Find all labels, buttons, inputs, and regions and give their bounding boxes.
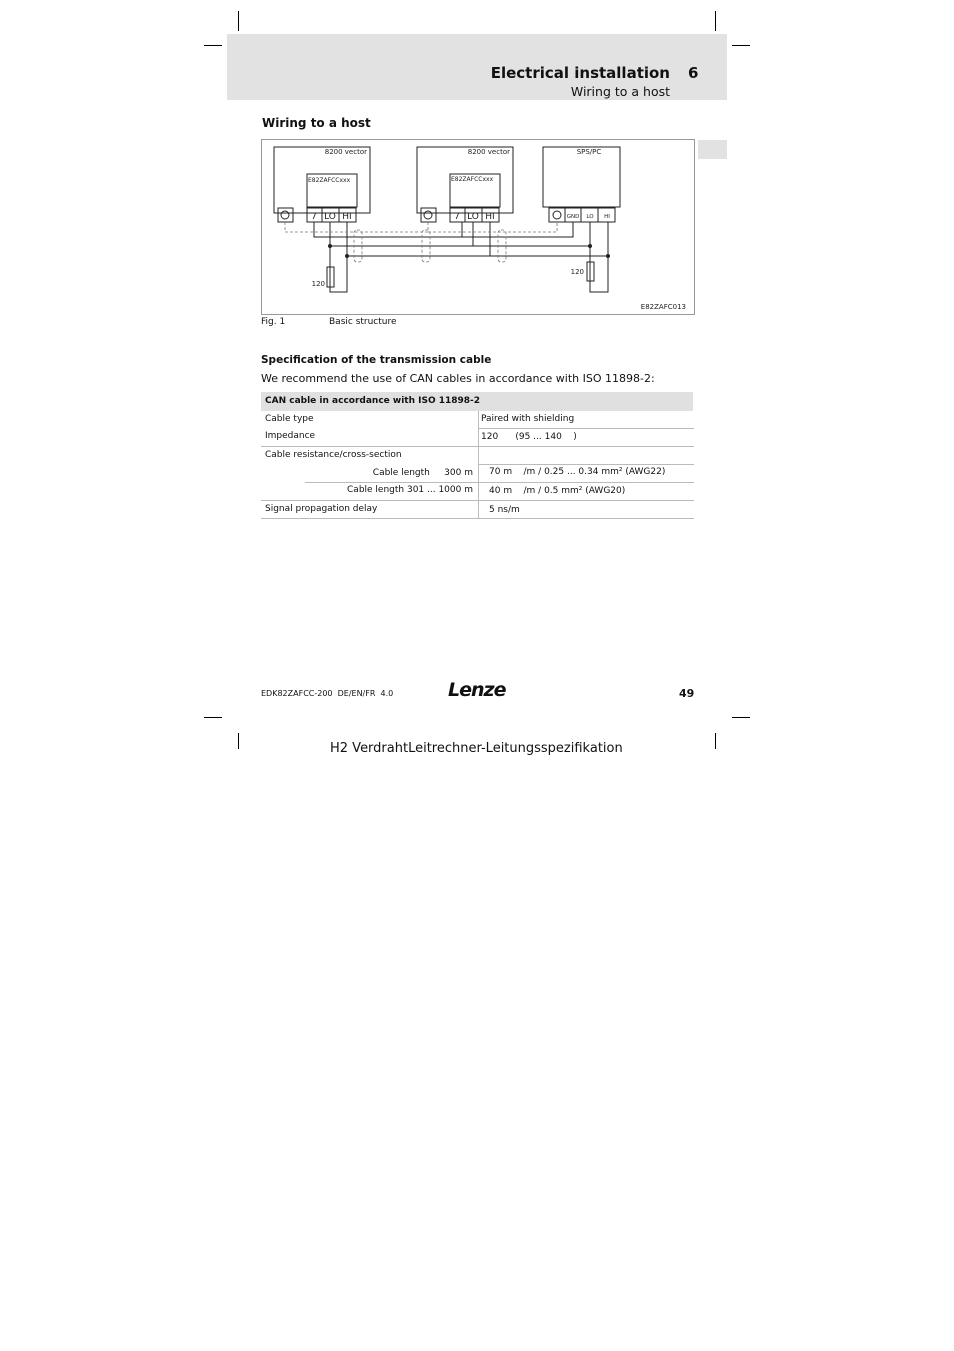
terminal-pe (549, 208, 565, 222)
resistor-left-label: 120 (311, 280, 325, 288)
crop-mark (238, 11, 239, 31)
wiring-diagram-svg (262, 140, 694, 314)
host-label: SPS/PC (576, 148, 602, 156)
device1-label: 8200 vector (324, 148, 367, 156)
host-box (543, 147, 620, 207)
terminal-pe (278, 208, 293, 222)
table-row-value: 40 m /m / 0.5 mm² (AWG20) (489, 486, 626, 496)
page-subtitle: Wiring to a host (570, 84, 670, 99)
table-row-label: Impedance (265, 431, 316, 441)
page-number: 49 (679, 687, 695, 700)
figure-caption-text: Basic structure (329, 317, 397, 327)
table-row-label: Cable length 301 ... 1000 m (347, 485, 473, 495)
chapter-number: 6 (688, 64, 699, 82)
spec-intro: We recommend the use of CAN cables in accordance with ISO 11898-2: (261, 372, 655, 385)
host-terminal-hi: HI (604, 214, 610, 220)
bottom-caption: H2 VerdrahtLeitrechner-Leitungsspezifikation (330, 741, 623, 756)
table-header (261, 392, 693, 411)
spec-title: Specification of the transmission cable (261, 354, 492, 366)
host-terminal-lo: LO (586, 214, 594, 220)
crop-mark (732, 717, 750, 718)
terminal-lo: LO (324, 212, 336, 222)
brand-logo: Lenze (448, 679, 506, 701)
table-row-value: 70 m /m / 0.25 ... 0.34 mm² (AWG22) (489, 467, 666, 477)
crop-mark (204, 45, 222, 46)
device2-label: 8200 vector (467, 148, 510, 156)
page-title: Electrical installation (490, 64, 670, 82)
footer-doc-id: EDK82ZAFCC-200 DE/EN/FR 4.0 (261, 689, 394, 698)
host-terminal-gnd: GND (566, 214, 580, 220)
terminal-lo: LO (467, 212, 479, 222)
table-row-label: Cable length 300 m (372, 468, 473, 478)
figure-code: E82ZAFC013 (640, 303, 686, 311)
terminal-pe (421, 208, 436, 222)
table-row-value: Paired with shielding (481, 414, 575, 424)
figure-caption-number: Fig. 1 (261, 317, 286, 327)
crop-mark (715, 733, 716, 749)
device1-module: E82ZAFCCxxx (308, 177, 351, 184)
table-row-value: 5 ns/m (489, 505, 520, 515)
table-row-label: Cable type (265, 414, 314, 424)
terminal-7: 7 (311, 212, 317, 222)
crop-mark (715, 11, 716, 31)
terminal-hi: HI (485, 212, 495, 222)
chapter-tab (698, 140, 727, 159)
section-title: Wiring to a host (262, 116, 371, 130)
resistor-right-label: 120 (570, 268, 584, 276)
crop-mark (238, 733, 239, 749)
wiring-diagram (261, 139, 695, 315)
table-row-label: Signal propagation delay (265, 504, 378, 514)
table-row-label: Cable resistance/cross-section (265, 450, 402, 460)
crop-mark (732, 45, 750, 46)
table-header-text: CAN cable in accordance with ISO 11898-2 (265, 396, 481, 406)
crop-mark (204, 717, 222, 718)
terminal-7: 7 (454, 212, 460, 222)
terminal-hi: HI (342, 212, 352, 222)
device2-module: E82ZAFCCxxx (451, 176, 494, 183)
table-row-value: 120 (95 ... 140 ) (481, 432, 577, 442)
